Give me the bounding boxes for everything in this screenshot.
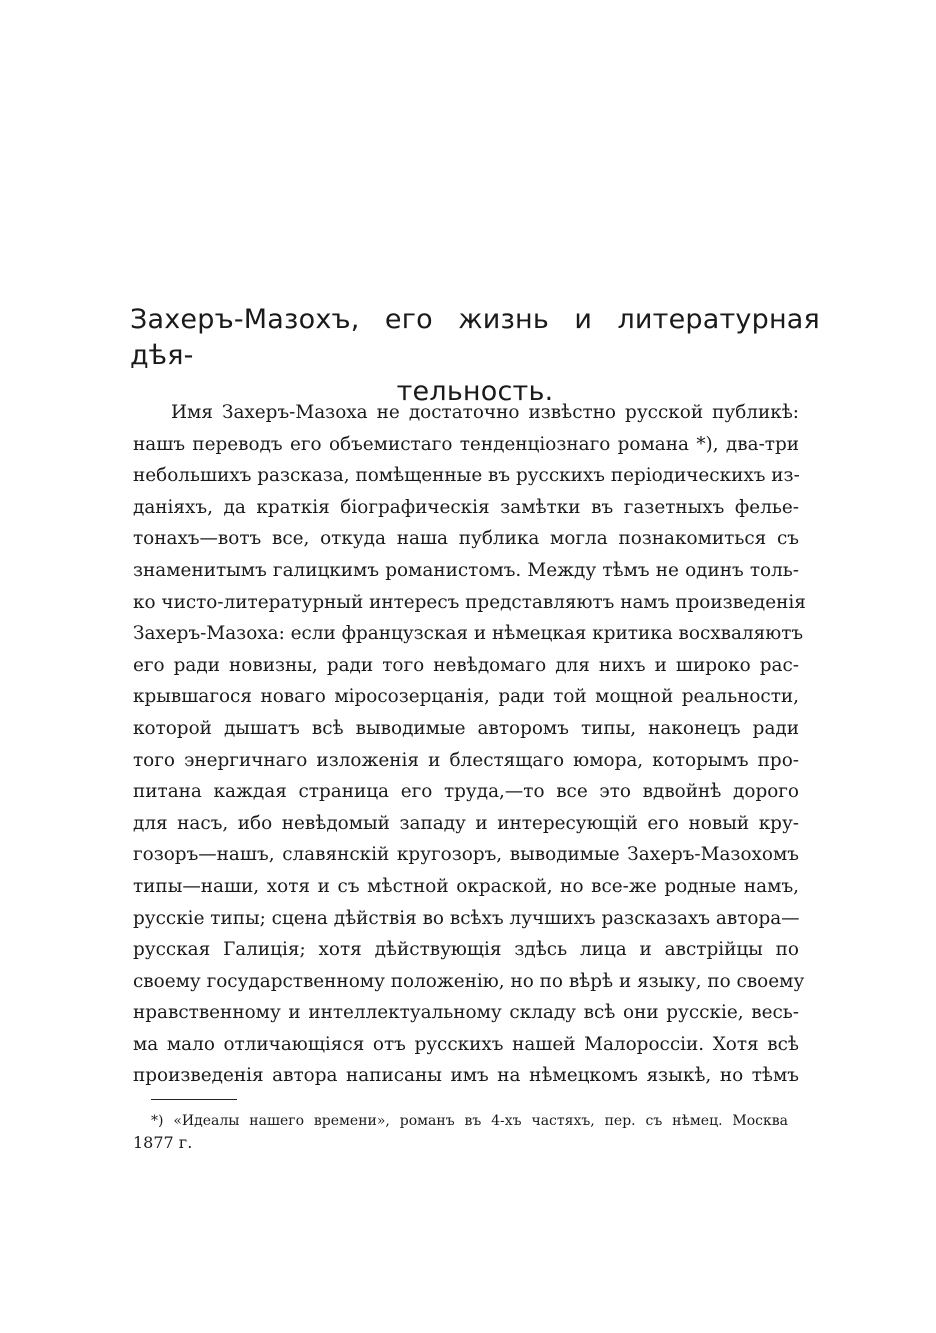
text-line: тонахъ—вотъ все, откуда наша публика могла познакомиться съ [133, 528, 799, 550]
text-line: знаменитымъ галицкимъ романистомъ. Между тѣмъ не одинъ толь- [133, 559, 799, 581]
text-line: даніяхъ, да краткія біографическія замѣтки въ газетныхъ фелье- [133, 496, 799, 518]
text-line: гозоръ—нашъ, славянскій кругозоръ, выводимые Захеръ-Мазохомъ [133, 844, 799, 866]
heading-line-1: Захеръ-Мазохъ, его жизнь и литературная дѣя- [130, 304, 820, 371]
text-line: того энергичнаго изложенія и блестящаго юмора, которымъ про- [133, 749, 799, 771]
chapter-heading [130, 302, 820, 410]
text-line: русская Галиція; хотя дѣйствующія здѣсь лица и австрійцы по [133, 939, 799, 961]
footnote-line-1: *) «Идеалы нашего времени», романъ въ 4-хъ частяхъ, пер. съ нѣмец. Москва [151, 1113, 788, 1129]
text-line: нашъ переводъ его объемистаго тенденціознаго романа *), два-три [133, 433, 799, 455]
text-line: ко чисто-литературный интересъ представляютъ намъ произведенія [133, 591, 806, 613]
text-line: для насъ, ибо невѣдомый западу и интересующій его новый кру- [133, 812, 799, 834]
text-line: ма мало отличающіяся отъ русскихъ нашей Малороссіи. Хотя всѣ [133, 1033, 799, 1055]
text-line: его ради новизны, ради того невѣдомаго для нихъ и широко рас- [133, 654, 799, 676]
text-line: питана каждая страница его труда,—то все это вдвойнѣ дорого [133, 781, 799, 803]
footnote [133, 1111, 788, 1153]
text-line: нравственному и интеллектуальному складу всѣ они русскіе, весь- [133, 1002, 799, 1024]
text-line: небольшихъ разсказа, помѣщенные въ русскихъ періодическихъ из- [133, 465, 800, 487]
text-line: произведенія автора написаны имъ на нѣмецкомъ языкѣ, но тѣмъ [133, 1065, 799, 1087]
text-line: крывшагося новаго міросозерцанія, ради той мощной реальности, [133, 686, 799, 708]
footnote-divider [151, 1099, 237, 1100]
footnote-line-2: 1877 г. [133, 1133, 193, 1152]
body-paragraph [133, 397, 806, 1092]
text-line: Захеръ-Мазоха: если французская и нѣмецкая критика восхваляютъ [133, 623, 804, 645]
text-line: типы—наши, хотя и съ мѣстной окраской, но все-же родные намъ, [133, 875, 799, 897]
heading-line-2: тельность. [396, 376, 554, 407]
text-line: Имя Захеръ-Мазоха не достаточно извѣстно русской публикѣ: [171, 402, 799, 423]
text-line: своему государственному положенію, но по вѣрѣ и языку, по своему [133, 970, 805, 992]
text-line: русскіе типы; сцена дѣйствія во всѣхъ лучшихъ разсказахъ автора— [133, 907, 800, 929]
text-line: которой дышатъ всѣ выводимые авторомъ типы, наконецъ ради [133, 717, 799, 739]
